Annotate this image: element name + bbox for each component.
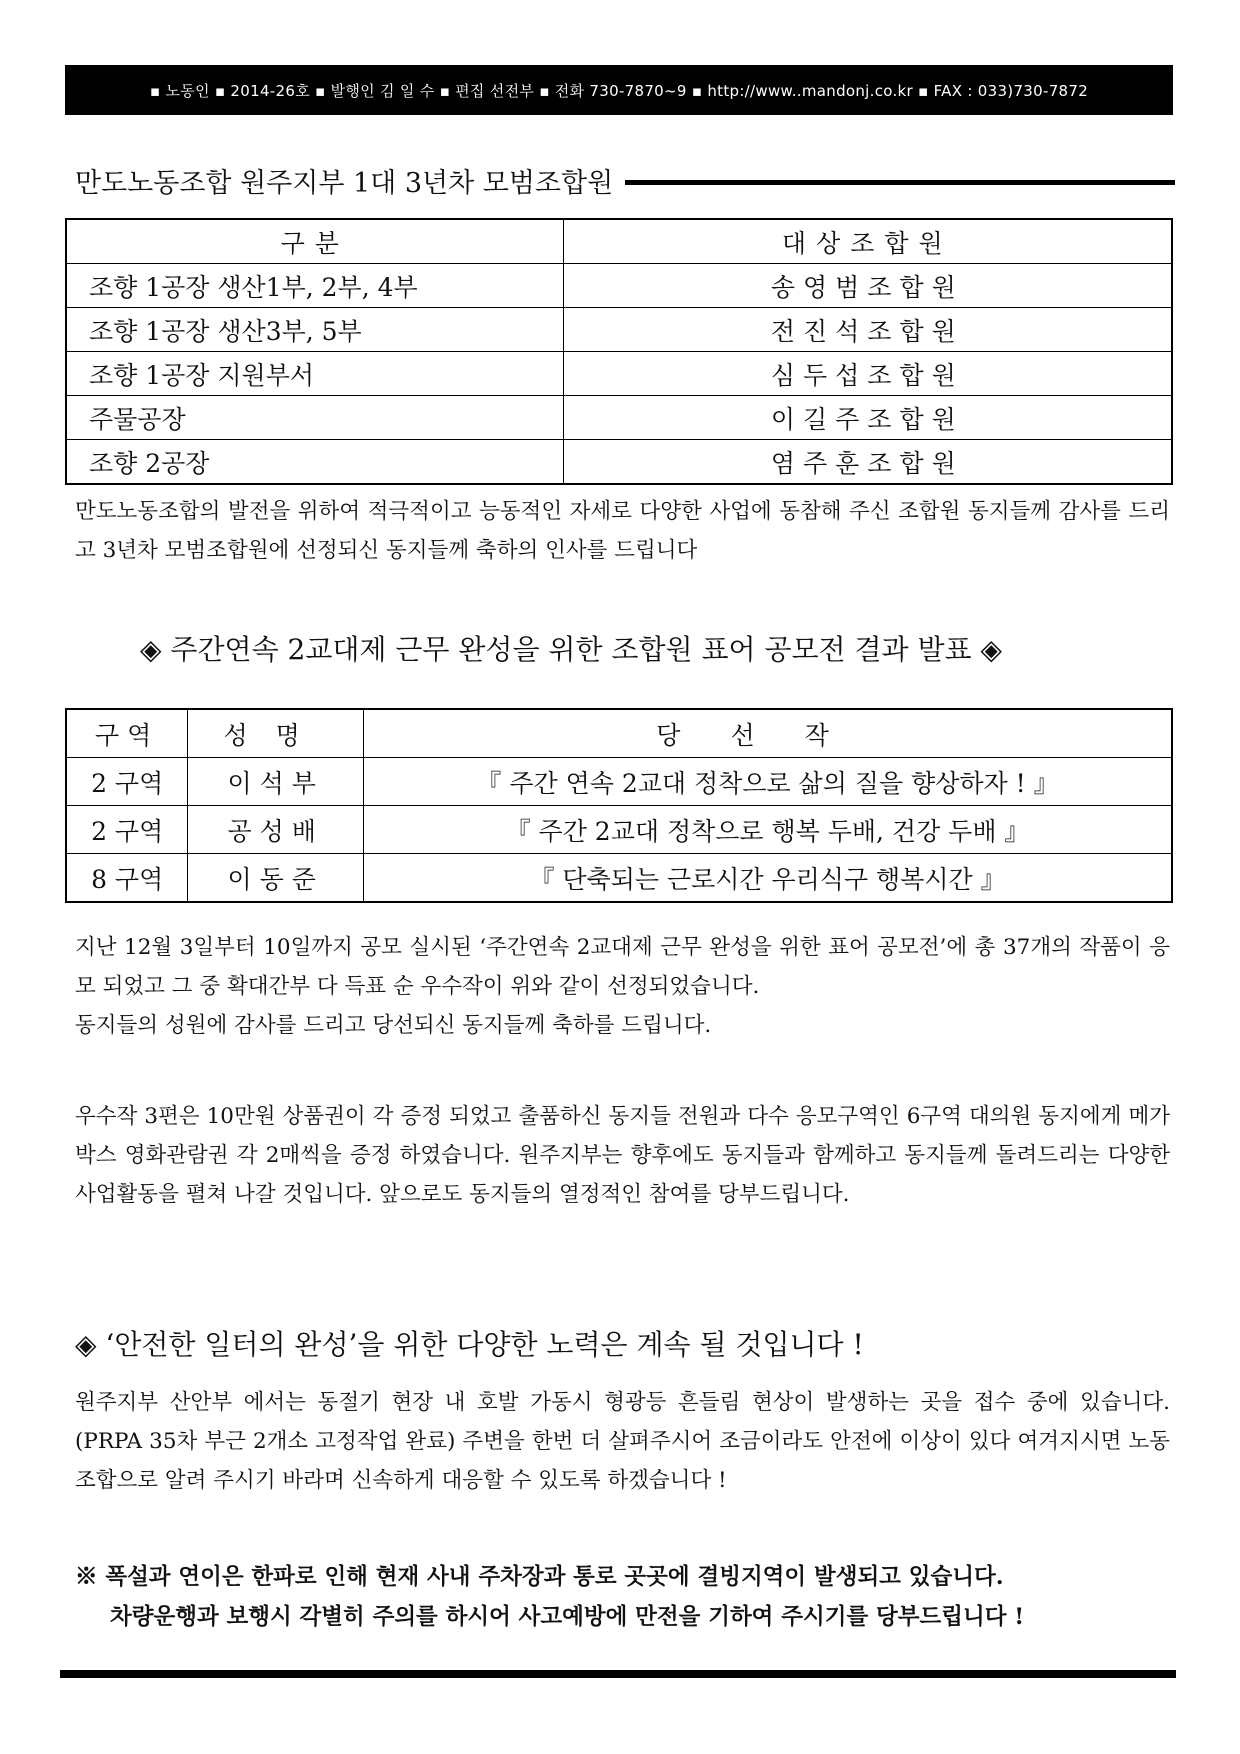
entry-cell: 『 주간 연속 2교대 정착으로 삶의 질을 향상하자 ! 』	[364, 758, 1172, 806]
model-member-paragraph: 만도노동조합의 발전을 위하여 적극적이고 능동적인 자세로 다양한 사업에 동참해 주신 조합원 동지들께 감사를 드리고 3년차 모범조합원에 선정되신 동지들께 축하의 인사를 드립니다	[75, 499, 1170, 563]
slogan-contest-title: ◈ 주간연속 2교대제 근무 완성을 위한 조합원 표어 공모전 결과 발표 ◈	[140, 633, 1003, 666]
table-row	[66, 854, 1172, 903]
table-row	[66, 308, 1172, 352]
column-header-zone: 구역	[66, 709, 188, 758]
table-header-row	[66, 219, 1172, 264]
newsletter-header-bar	[65, 65, 1173, 115]
table-row	[66, 758, 1172, 806]
table-row	[66, 264, 1172, 308]
member-cell: 이길주조합원	[563, 396, 1172, 440]
column-header-name: 성명	[188, 709, 364, 758]
title-rule	[625, 180, 1175, 185]
division-cell: 주물공장	[66, 396, 563, 440]
warning-line-1: ※ 폭설과 연이은 한파로 인해 현재 사내 주차장과 통로 곳곳에 결빙지역이 발생되고 있습니다.	[75, 1564, 1004, 1590]
safety-paragraph: 원주지부 산안부 에서는 동절기 현장 내 호발 가동시 형광등 흔들림 현상이 발생하는 곳을 접수 중에 있습니다. (PRPA 35차 부근 2개소 고정작업 완료) 주변을 한번 더 살펴주시어 조금이라도 안전에 이상이 있다 여겨지시면 노동조합으로 알려 주시기 바라며 신속하게 대응할 수 있도록 하겠습니다 !	[75, 1390, 1170, 1493]
column-header-member: 대상조합원	[563, 219, 1172, 264]
column-header-entry: 당선작	[364, 709, 1172, 758]
slogan-winner-table	[65, 708, 1173, 903]
column-header-division: 구분	[66, 219, 563, 264]
model-member-title: 만도노동조합 원주지부 1대 3년차 모범조합원	[75, 167, 614, 199]
model-member-table	[65, 218, 1173, 485]
zone-cell: 2 구역	[66, 806, 188, 854]
table-row	[66, 806, 1172, 854]
name-cell: 공성배	[188, 806, 364, 854]
table-header-row	[66, 709, 1172, 758]
division-cell: 조향 1공장 생산1부, 2부, 4부	[66, 264, 563, 308]
member-cell: 심두섭조합원	[563, 352, 1172, 396]
zone-cell: 2 구역	[66, 758, 188, 806]
table-row	[66, 396, 1172, 440]
division-cell: 조향 1공장 생산3부, 5부	[66, 308, 563, 352]
model-member-title-row	[75, 160, 1175, 200]
division-cell: 조향 1공장 지원부서	[66, 352, 563, 396]
table-row	[66, 352, 1172, 396]
warning-line-2: 차량운행과 보행시 각별히 주의를 하시어 사고예방에 만전을 기하여 주시기를 당부드립니다 !	[110, 1604, 1025, 1630]
contest-thanks-paragraph: 동지들의 성원에 감사를 드리고 당선되신 동지들께 축하를 드립니다.	[75, 1013, 712, 1038]
header-info-text: ▪ 노동인 ▪ 2014-26호 ▪ 발행인 김 일 수 ▪ 편집 선전부 ▪ 전화 730-7870~9 ▪ http://www..mandonj.co.kr ▪ FAX : 033)730-7872	[149, 81, 1089, 100]
division-cell: 조향 2공장	[66, 440, 563, 485]
bottom-rule	[60, 1670, 1176, 1678]
prize-paragraph: 우수작 3편은 10만원 상품권이 각 증정 되었고 출품하신 동지들 전원과 다수 응모구역인 6구역 대의원 동지에게 메가박스 영화관람권 각 2매씩을 증정 하였습니다. 원주지부는 향후에도 동지들과 함께하고 동지들께 돌려드리는 다양한 사업활동을 펼쳐 나갈 것입니다. 앞으로도 동지들의 열정적인 참여를 당부드립니다.	[75, 1104, 1170, 1207]
entry-cell: 『 주간 2교대 정착으로 행복 두배, 건강 두배 』	[364, 806, 1172, 854]
name-cell: 이동준	[188, 854, 364, 903]
contest-result-paragraph: 지난 12월 3일부터 10일까지 공모 실시된 ‘주간연속 2교대제 근무 완성을 위한 표어 공모전’에 총 37개의 작품이 응모 되었고 그 중 확대간부 다 득표 순 우수작이 위와 같이 선정되었습니다.	[75, 935, 1170, 999]
member-cell: 송영범조합원	[563, 264, 1172, 308]
member-cell: 염주훈조합원	[563, 440, 1172, 485]
name-cell: 이석부	[188, 758, 364, 806]
table-row	[66, 440, 1172, 485]
member-cell: 전진석조합원	[563, 308, 1172, 352]
zone-cell: 8 구역	[66, 854, 188, 903]
entry-cell: 『 단축되는 근로시간 우리식구 행복시간 』	[364, 854, 1172, 903]
safety-section-title: ◈ ‘안전한 일터의 완성’을 위한 다양한 노력은 계속 될 것입니다 !	[75, 1328, 864, 1361]
